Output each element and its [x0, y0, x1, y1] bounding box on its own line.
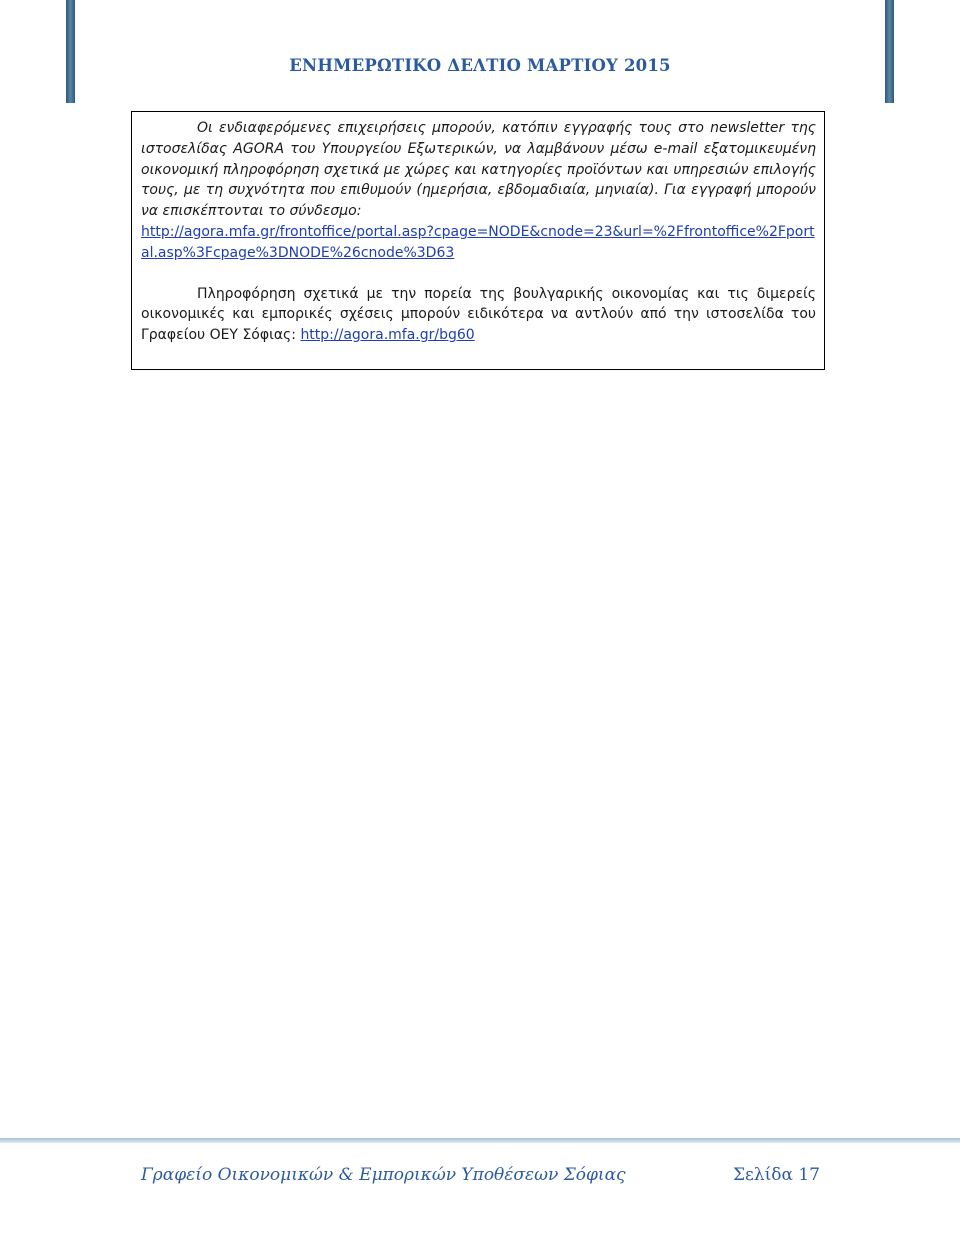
agora-bg60-link[interactable]: http://agora.mfa.gr/bg60 — [300, 327, 475, 344]
footer-office-name: Γραφείο Οικονομικών & Εμπορικών Υποθέσεων Σόφιας — [141, 1165, 626, 1185]
page-header-title: ΕΝΗΜΕΡΩΤΙΚΟ ΔΕΛΤΙΟ ΜΑΡΤΙΟΥ 2015 — [289, 56, 671, 75]
footer-page-number: Σελίδα 17 — [732, 1165, 820, 1185]
website-text: Πληροφόρηση σχετικά με την πορεία της βουλγαρικής οικονομίας και τις διμερείς οικονομικές και εμπορικές σχέσεις μπορούν ειδικότερα να αντλούν από την ιστοσελίδα του Γραφείου ΟΕΥ Σόφιας: — [141, 285, 816, 344]
header-right-bar — [885, 0, 894, 103]
info-paragraph-website — [141, 284, 816, 346]
footer-divider — [0, 1138, 960, 1143]
info-paragraph-newsletter — [141, 118, 816, 264]
newsletter-text: Οι ενδιαφερόμενες επιχειρήσεις μπορούν, κατόπιν εγγραφής τους στο newsletter της ιστοσελίδας AGORA του Υπουργείου Εξωτερικών, να λαμβάνουν μέσω e-mail εξατομικευμένη οικονομική πληροφόρηση σχετικά με χώρες και κατηγορίες προϊόντων και υπηρεσιών επιλογής τους, με τη συχνότητα που επιθυμούν (ημερήσια, εβδομαδιαία, μηνιαία). Για εγγραφή μπορούν να επισκέπτονται το σύνδεσμο: — [141, 120, 816, 220]
info-box — [131, 111, 825, 370]
header-left-bar — [66, 0, 75, 103]
agora-newsletter-link[interactable]: http://agora.mfa.gr/frontoffice/portal.asp?cpage=NODE&cnode=23&url=%2Ffrontoffice%2Fportal.asp%3Fcpage%3DNODE%26cnode%3D63 — [141, 223, 815, 261]
